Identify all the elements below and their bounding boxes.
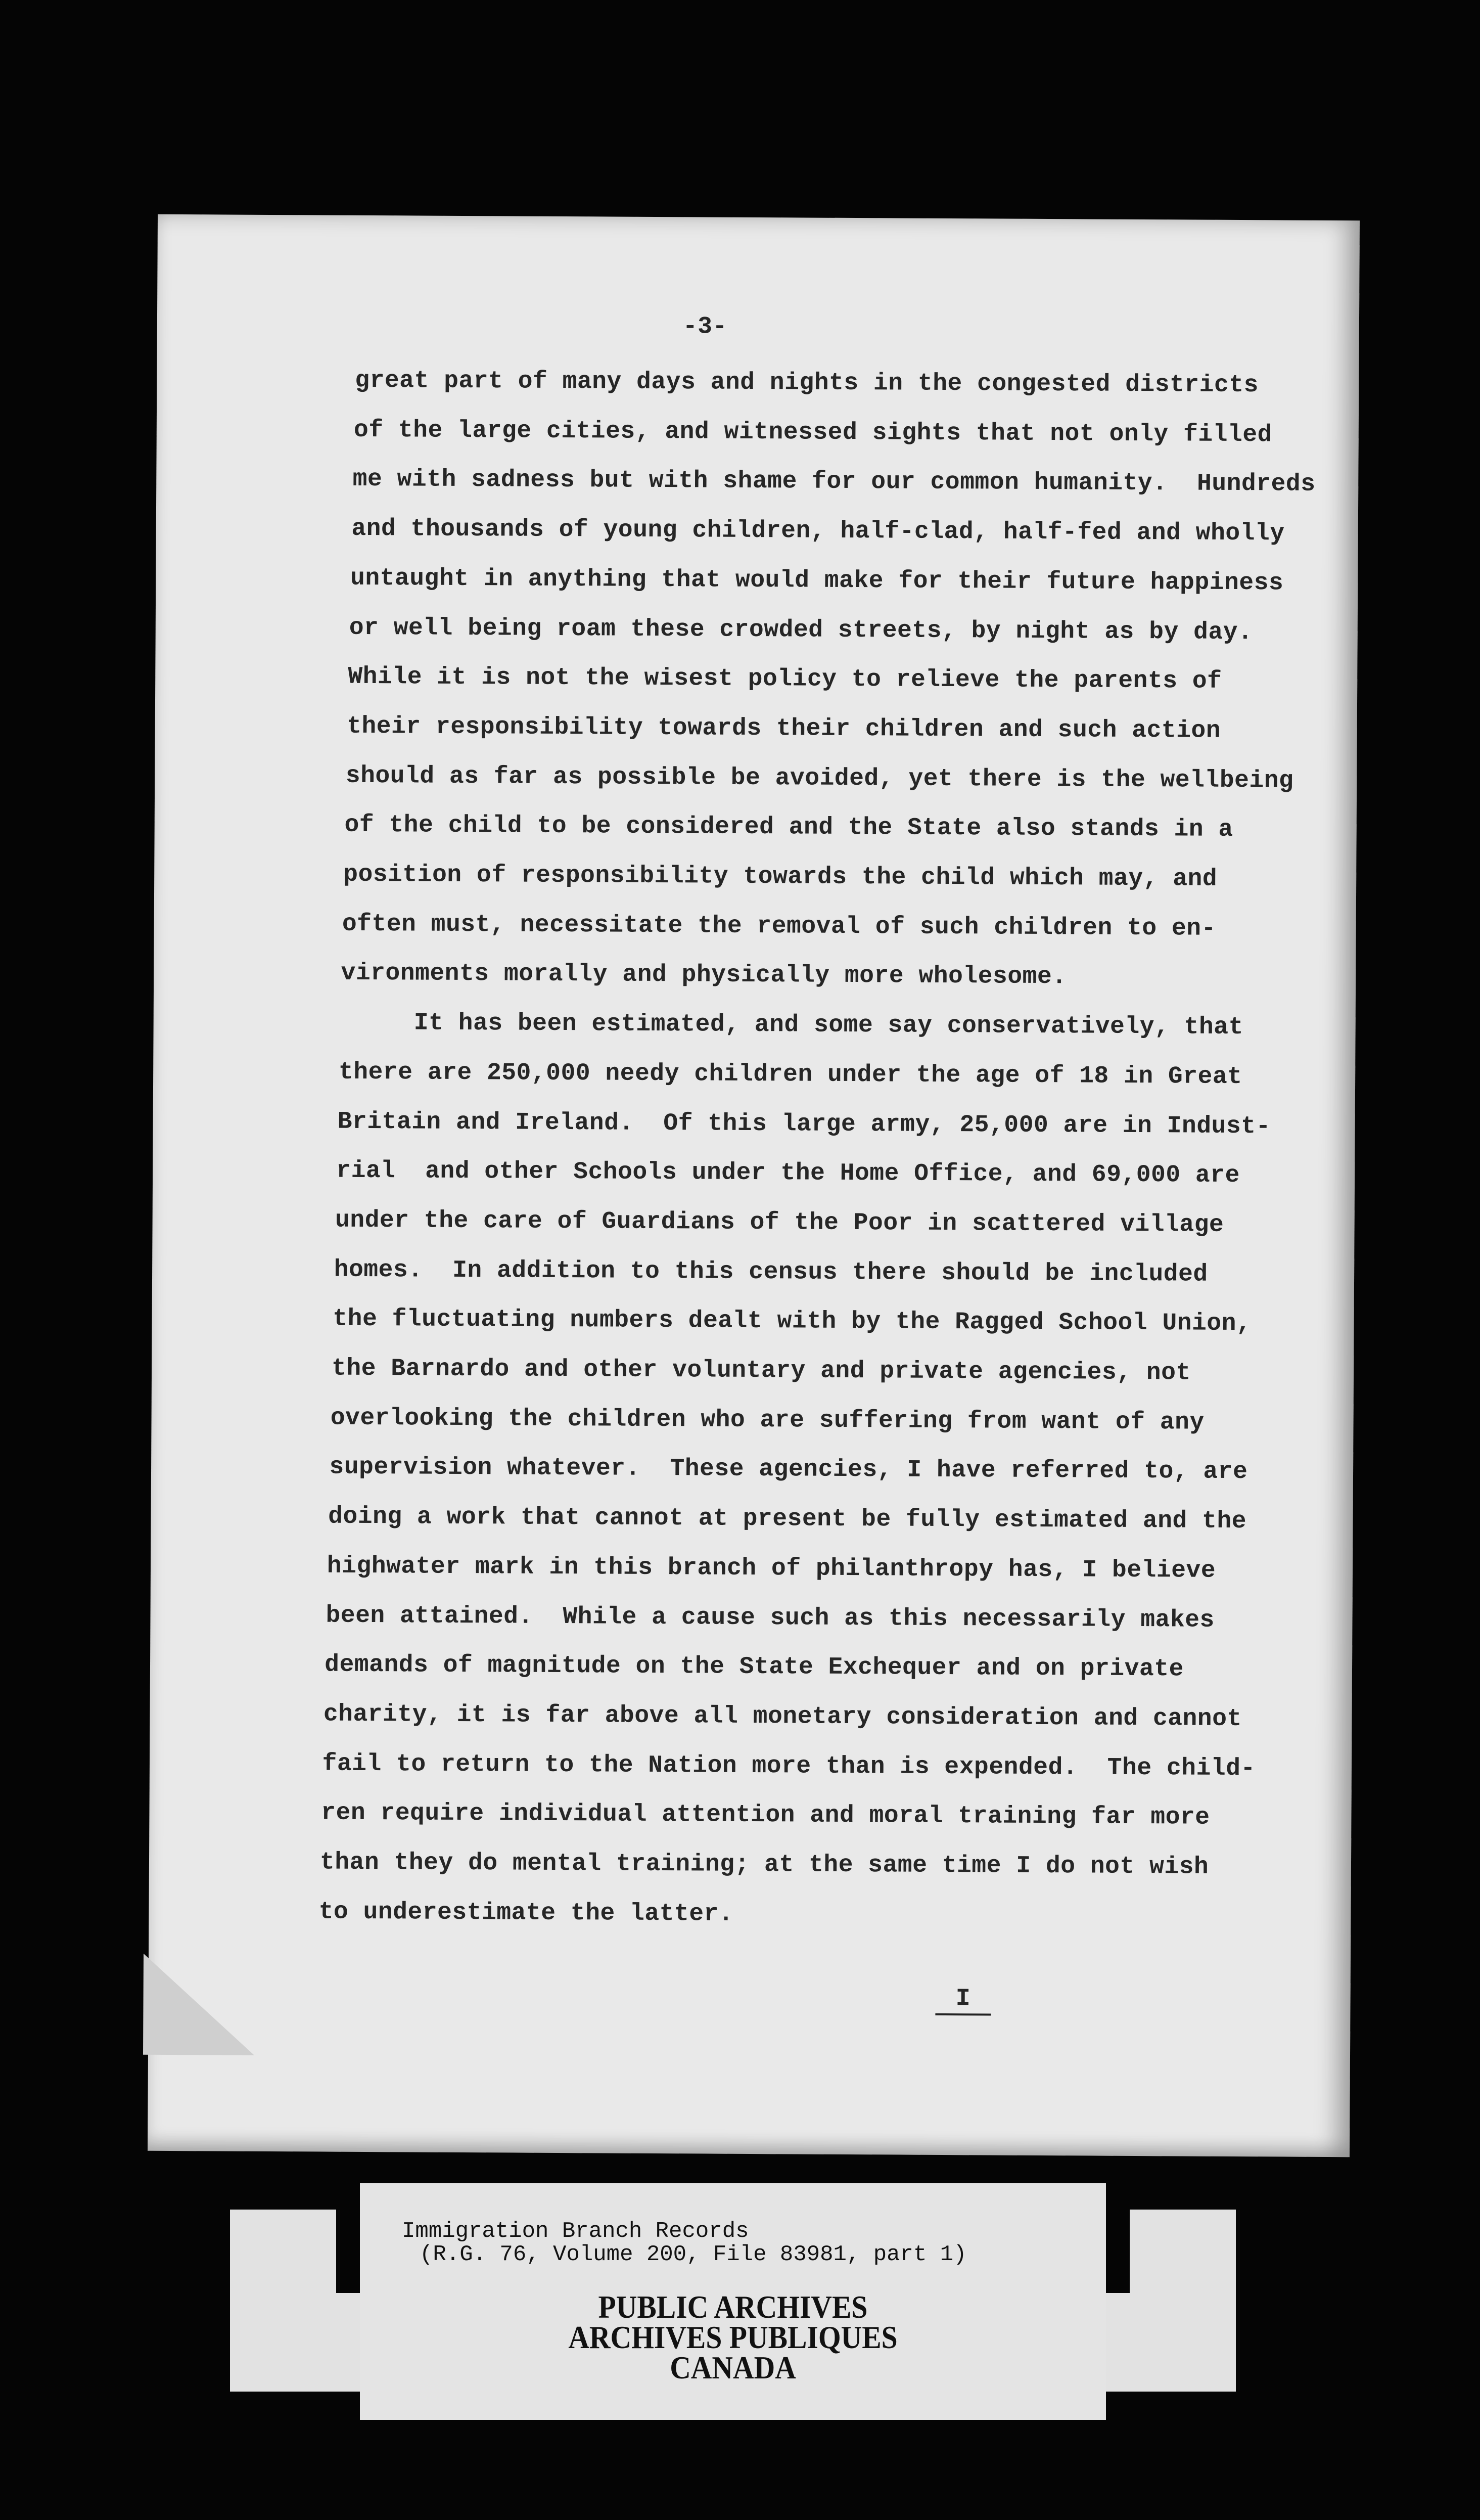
text-line: ren require individual attention and moral training far more [321,1799,1210,1832]
label-divider-left [336,2210,360,2293]
label-divider-right [1106,2210,1130,2293]
text-line: of the large cities, and witnessed sights that not only filled [353,416,1273,449]
text-line: While it is not the wisest policy to relieve the parents of [348,663,1222,696]
text-line: untaught in anything that would make for their future happiness [350,564,1284,597]
text-line: under the care of Guardians of the Poor in scattered village [335,1206,1224,1239]
text-line: should as far as possible be avoided, yet there is the wellbeing [345,762,1294,795]
text-line: fail to return to the Nation more than is expended. The child- [322,1750,1256,1782]
text-line: been attained. While a cause such as this necessarily makes [326,1602,1215,1634]
text-line: position of responsibility towards the child which may, and [343,861,1218,893]
text-line: me with sadness but with shame for our common humanity. Hundreds [352,466,1316,499]
text-line: the fluctuating numbers dealt with by the Ragged School Union, [333,1305,1252,1338]
text-line: their responsibility towards their children and such action [346,712,1221,745]
text-line: and thousands of young children, half-clad, half-fed and wholly [351,515,1285,548]
text-line: supervision whatever. These agencies, I have referred to, are [329,1454,1248,1486]
folded-corner [143,1954,255,2055]
archive-reference: (R.G. 76, Volume 200, File 83981, part 1) [420,2242,967,2267]
document-page [148,214,1360,2157]
text-line: Britain and Ireland. Of this large army, 25,000 are in Indust- [337,1108,1271,1140]
continuation-mark-text: I [936,1985,991,2016]
text-line: highwater mark in this branch of philanthropy has, I believe [327,1552,1216,1585]
text-line: the Barnardo and other voluntary and private agencies, not [331,1355,1191,1387]
page-number: -3- [682,313,727,341]
text-line: homes. In addition to this census there should be included [334,1256,1208,1288]
text-line: than they do mental training; at the same time I do not wish [319,1849,1209,1881]
text-line: to underestimate the latter. [318,1898,734,1928]
text-line: there are 250,000 needy children under the age of 18 in Great [338,1058,1242,1091]
text-line: vironments morally and physically more wholesome. [341,960,1067,991]
text-line: demands of magnitude on the State Exchequer and on private [325,1651,1184,1683]
text-line: great part of many days and nights in the congested districts [355,367,1259,399]
text-line: of the child to be considered and the State also stands in a [344,812,1233,844]
archive-collection: Immigration Branch Records [402,2219,749,2244]
archive-institution-fr: ARCHIVES PUBLIQUES [568,2319,898,2355]
text-line: charity, it is far above all monetary consideration and cannot [323,1700,1242,1733]
text-line: often must, necessitate the removal of such children to en- [342,910,1216,942]
text-line: or well being roam these crowded streets, by night as by day. [349,614,1253,646]
archive-country: CANADA [670,2350,796,2386]
text-line: doing a work that cannot at present be fully estimated and the [328,1503,1247,1536]
archive-institution-en: PUBLIC ARCHIVES [598,2289,868,2325]
continuation-mark [876,1957,991,2040]
text-line: overlooking the children who are suffering from want of any [330,1404,1205,1436]
text-line: rial and other Schools under the Home Office, and 69,000 are [336,1157,1240,1190]
text-line: It has been estimated, and some say conservatively, that [340,1009,1243,1042]
